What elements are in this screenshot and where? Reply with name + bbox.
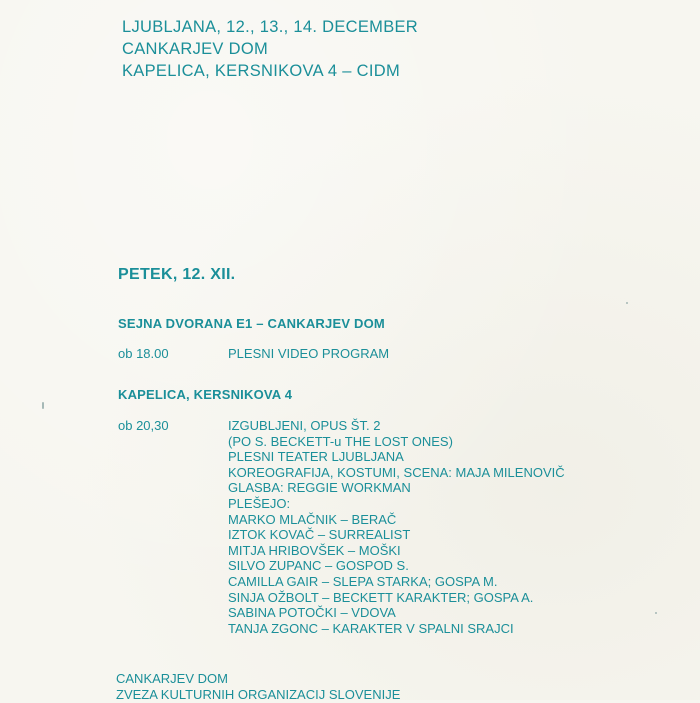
- program-line: GLASBA: REGGIE WORKMAN: [228, 480, 411, 496]
- paper-speck: [42, 402, 44, 409]
- footer-organizer-1: CANKARJEV DOM: [116, 671, 228, 686]
- footer-block: [116, 671, 400, 703]
- paper-speck: [626, 302, 628, 304]
- program-line: TANJA ZGONC – KARAKTER V SPALNI SRAJCI: [228, 620, 514, 636]
- header-block: [122, 16, 418, 82]
- program-line: MARKO MLAČNIK – BERAČ: [228, 511, 397, 527]
- header-city-dates: LJUBLJANA, 12., 13., 14. DECEMBER: [122, 18, 419, 36]
- program-line: (PO S. BECKETT-u THE LOST ONES): [228, 433, 453, 449]
- program-line: PLESNI TEATER LJUBLJANA: [228, 449, 404, 465]
- venue-heading-kapelica: KAPELICA, KERSNIKOVA 4: [118, 387, 293, 402]
- day-title: PETEK, 12. XII.: [118, 266, 236, 283]
- venue-heading-sejna-dvorana: SEJNA DVORANA E1 – CANKARJEV DOM: [118, 316, 385, 331]
- program-line: PLEŠEJO:: [228, 495, 291, 511]
- program-details: [228, 418, 565, 636]
- program-line: KOREOGRAFIJA, KOSTUMI, SCENA: MAJA MILENOVIČ: [228, 464, 565, 480]
- event-time-1: ob 18.00: [118, 346, 169, 361]
- event-time-2: ob 20,30: [118, 418, 169, 433]
- header-address: KAPELICA, KERSNIKOVA 4 – CIDM: [122, 62, 400, 80]
- program-line: SINJA OŽBOLT – BECKETT KARAKTER; GOSPA A.: [228, 589, 534, 605]
- program-line: CAMILLA GAIR – SLEPA STARKA; GOSPA M.: [228, 573, 498, 589]
- footer-organizer-2: ZVEZA KULTURNIH ORGANIZACIJ SLOVENIJE: [116, 687, 401, 702]
- program-line: SILVO ZUPANC – GOSPOD S.: [228, 558, 409, 574]
- program-line: SABINA POTOČKI – VDOVA: [228, 605, 396, 621]
- event-title-1: PLESNI VIDEO PROGRAM: [228, 346, 390, 361]
- program-line: IZGUBLJENI, OPUS ŠT. 2: [228, 418, 381, 433]
- paper-speck: [655, 612, 657, 614]
- program-line: MITJA HRIBOVŠEK – MOŠKI: [228, 542, 401, 558]
- header-venue: CANKARJEV DOM: [122, 40, 269, 58]
- program-line: IZTOK KOVAČ – SURREALIST: [228, 527, 411, 543]
